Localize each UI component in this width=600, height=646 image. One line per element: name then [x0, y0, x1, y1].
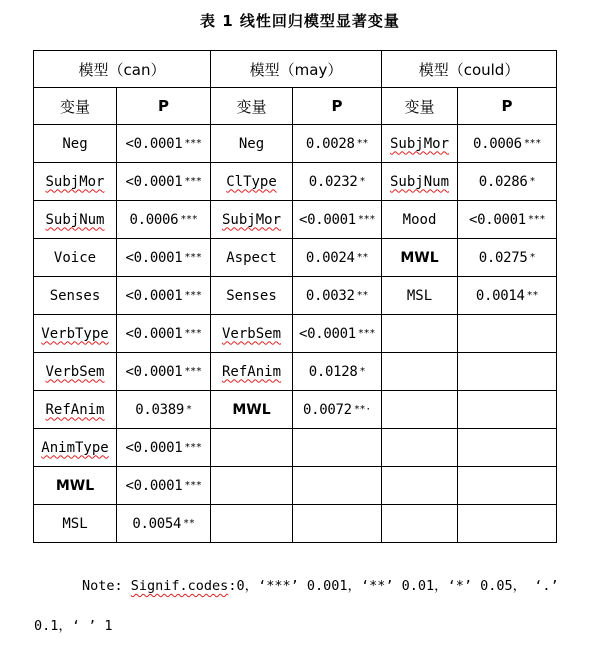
variable-cell [34, 467, 117, 505]
variable-name: Neg [238, 135, 265, 152]
variable-cell [382, 201, 458, 239]
variable-cell [382, 467, 458, 505]
p-value-cell [458, 353, 557, 391]
p-value-cell [117, 239, 211, 277]
significance-stars: ** [356, 137, 369, 149]
table-row [34, 391, 557, 429]
p-value-cell [117, 201, 211, 239]
p-value: 0.0275 [478, 249, 528, 266]
variable-cell [211, 391, 293, 429]
p-value: 0.0006 [129, 211, 179, 228]
p-value-cell [293, 201, 382, 239]
p-value: <0.0001 [468, 211, 526, 228]
variable-cell [211, 353, 293, 391]
p-value-cell [117, 467, 211, 505]
table-row [34, 277, 557, 315]
p-value: 0.0032 [305, 287, 355, 304]
variable-name: RefAnim [45, 401, 105, 418]
p-value-cell [293, 505, 382, 543]
variable-cell [382, 239, 458, 277]
p-value-cell [117, 429, 211, 467]
p-value: 0.0128 [308, 363, 358, 380]
significance-stars: *** [523, 137, 541, 149]
variable-cell [211, 429, 293, 467]
variable-cell [382, 277, 458, 315]
p-value-cell [117, 353, 211, 391]
variable-name: MSL [406, 287, 433, 304]
variable-name: Voice [53, 249, 97, 266]
significance-stars: *** [184, 175, 202, 187]
variable-cell [34, 315, 117, 353]
p-value-cell [293, 391, 382, 429]
p-value-cell [458, 125, 557, 163]
variable-name: ClType [226, 173, 277, 190]
variable-cell [211, 505, 293, 543]
p-value-cell [293, 467, 382, 505]
table-row [34, 201, 557, 239]
p-value-cell [117, 163, 211, 201]
significance-stars: * [186, 403, 192, 415]
p-value-cell [458, 315, 557, 353]
variable-cell [211, 315, 293, 353]
variable-name: RefAnim [222, 363, 282, 380]
significance-stars: *** [184, 441, 202, 453]
p-value: <0.0001 [125, 173, 183, 190]
variable-name: Senses [226, 287, 277, 304]
variable-name: VerbType [41, 325, 109, 342]
regression-table [33, 50, 557, 543]
variable-name: MWL [232, 401, 271, 418]
p-value: <0.0001 [298, 325, 356, 342]
variable-name: VerbSem [222, 325, 282, 342]
p-value-cell [117, 391, 211, 429]
variable-cell [34, 429, 117, 467]
variable-name: Mood [402, 211, 437, 228]
variable-cell [211, 163, 293, 201]
p-value-cell [117, 125, 211, 163]
p-value-cell [458, 467, 557, 505]
table-row [34, 315, 557, 353]
p-value: <0.0001 [125, 363, 183, 380]
significance-stars: * [529, 251, 536, 263]
variable-name: SubjMor [222, 211, 282, 228]
p-value-cell [293, 315, 382, 353]
variable-cell [34, 505, 117, 543]
table-row [34, 239, 557, 277]
variable-cell [211, 239, 293, 277]
model-header-may: 模型（may） [211, 51, 382, 88]
p-value-cell [293, 353, 382, 391]
p-value: 0.0232 [308, 173, 358, 190]
p-value-cell [117, 315, 211, 353]
note-prefix: Note: [82, 578, 131, 594]
significance-stars: *** [184, 137, 202, 149]
p-value-cell [117, 505, 211, 543]
significance-note [34, 566, 574, 646]
p-value: 0.0286 [478, 173, 528, 190]
significance-stars: * [359, 365, 366, 377]
p-value: 0.0072 [303, 401, 352, 418]
p-value-cell [458, 505, 557, 543]
significance-stars: *** [184, 251, 202, 263]
variable-cell [211, 277, 293, 315]
variable-cell [34, 125, 117, 163]
significance-stars: *** [357, 213, 376, 225]
variable-cell [382, 315, 458, 353]
variable-name: SubjMor [45, 173, 105, 190]
p-header: P [117, 88, 211, 125]
variable-cell [382, 429, 458, 467]
significance-stars: *** [184, 289, 202, 301]
variable-name: SubjMor [390, 135, 450, 152]
variable-name: Aspect [226, 249, 277, 266]
significance-stars: *** [180, 213, 198, 225]
p-value: 0.0006 [473, 135, 522, 152]
variable-name: SubjNum [45, 211, 105, 228]
p-value: <0.0001 [125, 477, 183, 494]
significance-stars: *** [184, 327, 202, 339]
p-value-cell [117, 277, 211, 315]
p-value-cell [293, 163, 382, 201]
p-value-cell [458, 277, 557, 315]
variable-cell [382, 125, 458, 163]
model-header-could: 模型（could） [382, 51, 557, 88]
variable-name: VerbSem [45, 363, 105, 380]
column-header-row [34, 88, 557, 125]
variable-cell [211, 201, 293, 239]
table-row [34, 467, 557, 505]
model-header-row [34, 51, 557, 88]
var-header: 变量 [382, 88, 458, 125]
var-header: 变量 [34, 88, 117, 125]
p-value-cell [458, 391, 557, 429]
variable-cell [34, 239, 117, 277]
significance-stars: *** [357, 327, 376, 339]
variable-name: Neg [62, 135, 88, 152]
table-title: 表 1 线性回归模型显著变量 [200, 12, 400, 30]
variable-cell [382, 353, 458, 391]
variable-name: MSL [62, 515, 88, 532]
significance-stars: *** [184, 365, 202, 377]
p-value: <0.0001 [125, 325, 183, 342]
variable-cell [382, 163, 458, 201]
p-value: 0.0054 [132, 515, 182, 532]
variable-name: MWL [400, 249, 439, 266]
variable-cell [34, 277, 117, 315]
variable-cell [34, 391, 117, 429]
variable-cell [382, 505, 458, 543]
significance-stars: ** [356, 251, 369, 263]
table-row [34, 429, 557, 467]
p-value-cell [458, 239, 557, 277]
significance-stars: ** [526, 289, 539, 301]
p-header: P [293, 88, 382, 125]
p-value-cell [458, 163, 557, 201]
table-row [34, 163, 557, 201]
variable-cell [34, 353, 117, 391]
p-value: 0.0028 [305, 135, 355, 152]
p-value: 0.0389 [135, 401, 185, 418]
p-value-cell [458, 429, 557, 467]
p-value-cell [458, 201, 557, 239]
p-value: <0.0001 [298, 211, 356, 228]
variable-cell [382, 391, 458, 429]
table-row [34, 505, 557, 543]
variable-name: MWL [55, 477, 95, 494]
variable-cell [34, 201, 117, 239]
note-signif-label: Signif.codes [130, 578, 229, 594]
p-header: P [458, 88, 557, 125]
significance-stars: **· [353, 403, 371, 415]
significance-stars: *** [527, 213, 546, 225]
table-row [34, 353, 557, 391]
significance-stars: *** [184, 479, 202, 491]
variable-cell [211, 467, 293, 505]
p-value: 0.0024 [305, 249, 355, 266]
p-value: <0.0001 [125, 135, 183, 152]
variable-name: AnimType [41, 439, 109, 456]
p-value: <0.0001 [125, 287, 183, 304]
note-codes: :0，‘***’ 0.001，‘**’ 0.01，‘*’ 0.05， ‘.’ 0.1，‘ ’ 1 [34, 578, 559, 634]
variable-name: Senses [49, 287, 101, 304]
significance-stars: ** [183, 517, 195, 529]
p-value-cell [293, 429, 382, 467]
significance-stars: ** [356, 289, 369, 301]
p-value: 0.0014 [475, 287, 525, 304]
p-value-cell [293, 277, 382, 315]
p-value-cell [293, 125, 382, 163]
var-header: 变量 [211, 88, 293, 125]
significance-stars: * [359, 175, 366, 187]
significance-stars: * [529, 175, 536, 187]
variable-cell [34, 163, 117, 201]
p-value: <0.0001 [125, 249, 183, 266]
variable-name: SubjNum [390, 173, 450, 190]
table-row [34, 125, 557, 163]
p-value-cell [293, 239, 382, 277]
variable-cell [211, 125, 293, 163]
p-value: <0.0001 [125, 439, 183, 456]
model-header-can: 模型（can） [34, 51, 211, 88]
